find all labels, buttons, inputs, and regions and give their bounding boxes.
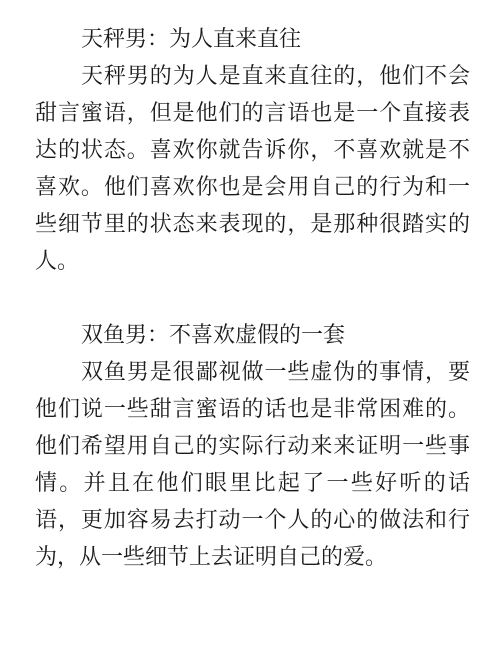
section-body: 天秤男的为人是直来直往的，他们不会甜言蜜语，但是他们的言语也是一个直接表达的状态。喜欢你就告诉你，不喜欢就是不喜欢。他们喜欢你也是会用自己的行为和一些细节里的状态来表现的，是那种很踏实的人。 — [35, 64, 470, 274]
section-pisces — [35, 318, 470, 576]
section-libra — [35, 22, 470, 280]
section-heading: 天秤男：为人直来直往 — [81, 27, 302, 52]
section-heading: 双鱼男：不喜欢虚假的一套 — [81, 323, 346, 348]
section-body: 双鱼男是很鄙视做一些虚伪的事情，要他们说一些甜言蜜语的话也是非常困难的。他们希望用自己的实际行动来来证明一些事情。并且在他们眼里比起了一些好听的话语，更加容易去打动一个人的心的做法和行为，从一些细节上去证明自己的爱。 — [35, 360, 470, 570]
